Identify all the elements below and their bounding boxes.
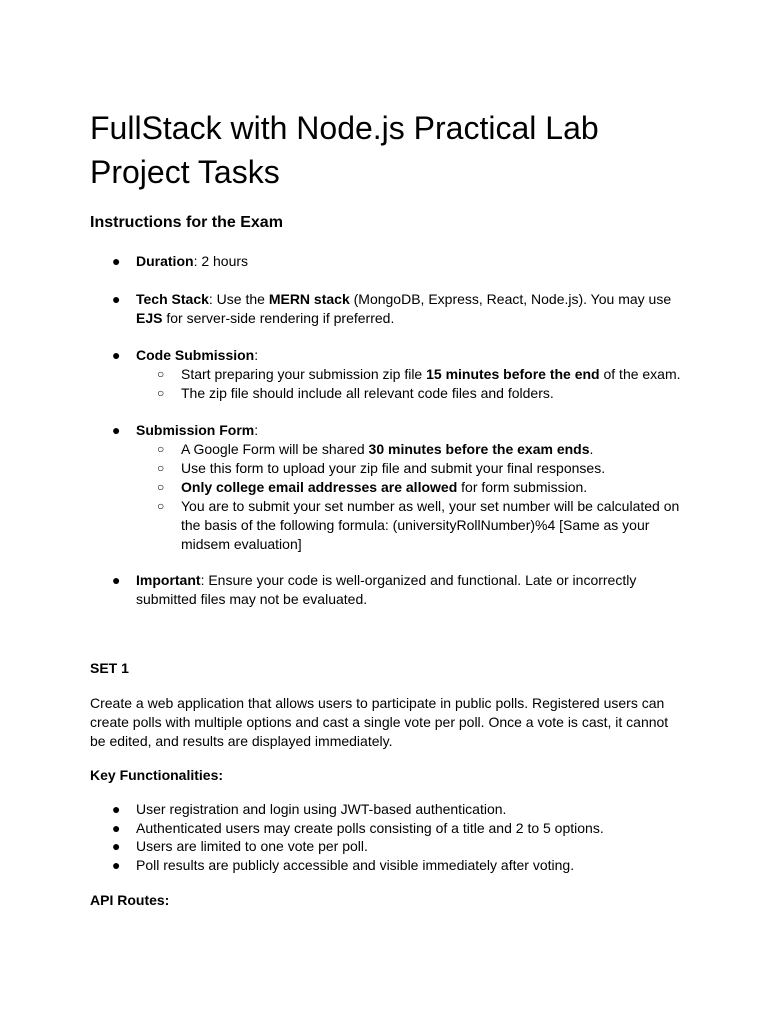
sub-item-text: of the exam. <box>599 366 681 382</box>
sub-bullet-icon: ○ <box>157 499 165 513</box>
list-item-text: Users are limited to one vote per poll. <box>136 838 368 854</box>
sub-bullet-icon: ○ <box>157 386 165 400</box>
code-submission-label: Code Submission <box>136 347 255 363</box>
paragraph-line: be edited, and results are displayed immediately. <box>90 733 393 749</box>
sub-bullet-icon: ○ <box>157 367 165 381</box>
sub-item-text: . <box>589 441 594 457</box>
sub-item-text: The zip file should include all relevant code files and folders. <box>181 385 554 401</box>
tech-stack-text: for server-side rendering if preferred. <box>162 310 395 326</box>
bullet-icon: ● <box>112 572 121 588</box>
sub-item-bold: Only college email addresses are allowed <box>181 479 458 495</box>
tech-stack-text: : Use the <box>208 291 269 307</box>
tech-stack-mern: MERN stack <box>268 291 350 307</box>
sub-item-text: A Google Form will be shared <box>181 441 369 457</box>
bullet-icon: ● <box>112 253 121 269</box>
sub-item-bold: 15 minutes before the end <box>426 366 600 382</box>
key-functionalities-heading: Key Functionalities: <box>90 767 224 783</box>
list-item-text: User registration and login using JWT-based authentication. <box>136 801 507 817</box>
tech-stack-ejs: EJS <box>136 310 163 326</box>
set-description <box>90 694 670 751</box>
api-routes-heading: API Routes: <box>90 892 170 908</box>
colon: : <box>254 347 259 363</box>
set-heading: SET 1 <box>90 660 129 676</box>
sub-item-text: Use this form to upload your zip file and submit your final responses. <box>181 460 606 476</box>
sub-item-bold: 30 minutes before the exam ends <box>368 441 590 457</box>
list-item-text: Authenticated users may create polls consisting of a title and 2 to 5 options. <box>136 820 604 836</box>
bullet-icon: ● <box>112 422 121 438</box>
sub-item-text: for form submission. <box>457 479 588 495</box>
sub-item-text: the basis of the following formula: (universityRollNumber)%4 [Same as your <box>181 517 650 533</box>
sub-bullet-icon: ○ <box>157 480 165 494</box>
bullet-icon: ● <box>112 857 121 873</box>
list-item-text: Poll results are publicly accessible and visible immediately after voting. <box>136 857 575 873</box>
sub-item-text: You are to submit your set number as well, your set number will be calculated on <box>181 498 680 514</box>
bullet-icon: ● <box>112 801 121 817</box>
sub-item-text: midsem evaluation] <box>181 536 302 552</box>
paragraph-line: Create a web application that allows users to participate in public polls. Registered users can <box>90 695 665 711</box>
tech-stack-text: (MongoDB, Express, React, Node.js). You may use <box>349 291 672 307</box>
sub-bullet-icon: ○ <box>157 461 165 475</box>
tech-stack-label: Tech Stack <box>136 291 209 307</box>
important-text: : Ensure your code is well-organized and functional. Late or incorrectly <box>200 572 637 588</box>
submission-form-label: Submission Form <box>136 422 255 438</box>
instructions-heading: Instructions for the Exam <box>90 214 283 231</box>
sub-item-text: Start preparing your submission zip file <box>181 366 427 382</box>
bullet-icon: ● <box>112 347 121 363</box>
important-label: Important <box>136 572 201 588</box>
bullet-icon: ● <box>112 838 121 854</box>
duration-text: : 2 hours <box>193 253 249 269</box>
sub-bullet-icon: ○ <box>157 442 165 456</box>
important-text: submitted files may not be evaluated. <box>136 591 368 607</box>
document-title: FullStack with Node.js Practical Lab Project Tasks <box>90 110 599 190</box>
bullet-icon: ● <box>112 291 121 307</box>
paragraph-line: create polls with multiple options and cast a single vote per poll. Once a vote is cast, it cannot <box>90 714 669 730</box>
colon: : <box>254 422 259 438</box>
bullet-icon: ● <box>112 820 121 836</box>
duration-label: Duration <box>136 253 194 269</box>
